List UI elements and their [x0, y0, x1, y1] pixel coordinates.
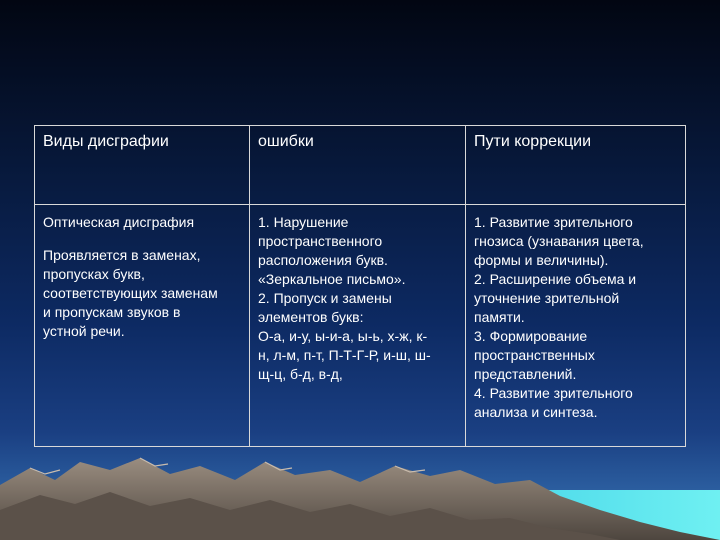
error-line: элементов букв: [258, 309, 364, 325]
error-line: 1. Нарушение [258, 214, 349, 230]
header-cell-correction: Пути коррекции [466, 126, 686, 205]
cell-errors [250, 205, 466, 447]
correction-line: представлений. [474, 366, 577, 382]
header-row [35, 126, 686, 205]
correction-line: памяти. [474, 309, 525, 325]
error-line: н, л-м, п-т, П-Т-Г-Р, и-ш, ш- [258, 347, 431, 363]
correction-line: 1. Развитие зрительного [474, 214, 633, 230]
dysgraphia-table [34, 125, 686, 447]
error-line: пространственного [258, 233, 383, 249]
description-line: соответствующих заменам [43, 285, 218, 301]
error-line: О-а, и-у, ы-и-а, ы-ь, х-ж, к- [258, 328, 428, 344]
correction-line: уточнение зрительной [474, 290, 620, 306]
header-cell-errors: ошибки [250, 126, 466, 205]
correction-line: гнозиса (узнавания цвета, [474, 233, 644, 249]
description-line: Проявляется в заменах, [43, 247, 201, 263]
dysgraphia-type-title: Оптическая дисграфия [43, 214, 195, 230]
correction-line: пространственных [474, 347, 595, 363]
error-line: 2. Пропуск и замены [258, 290, 392, 306]
mountain-landscape [0, 440, 720, 540]
correction-line: 2. Расширение объема и [474, 271, 637, 287]
correction-line: анализа и синтеза. [474, 404, 598, 420]
content-row [35, 205, 686, 447]
correction-line: 4. Развитие зрительного [474, 385, 633, 401]
description-line: и пропускам звуков в [43, 304, 181, 320]
cell-correction [466, 205, 686, 447]
error-line: щ-ц, б-д, в-д, [258, 366, 343, 382]
header-cell-types: Виды дисграфии [35, 126, 250, 205]
error-line: расположения букв. [258, 252, 388, 268]
cell-dysgraphia-type [35, 205, 250, 447]
description-line: пропусках букв, [43, 266, 145, 282]
correction-line: 3. Формирование [474, 328, 588, 344]
correction-line: формы и величины). [474, 252, 609, 268]
error-line: «Зеркальное письмо». [258, 271, 406, 287]
description-line: устной речи. [43, 323, 125, 339]
